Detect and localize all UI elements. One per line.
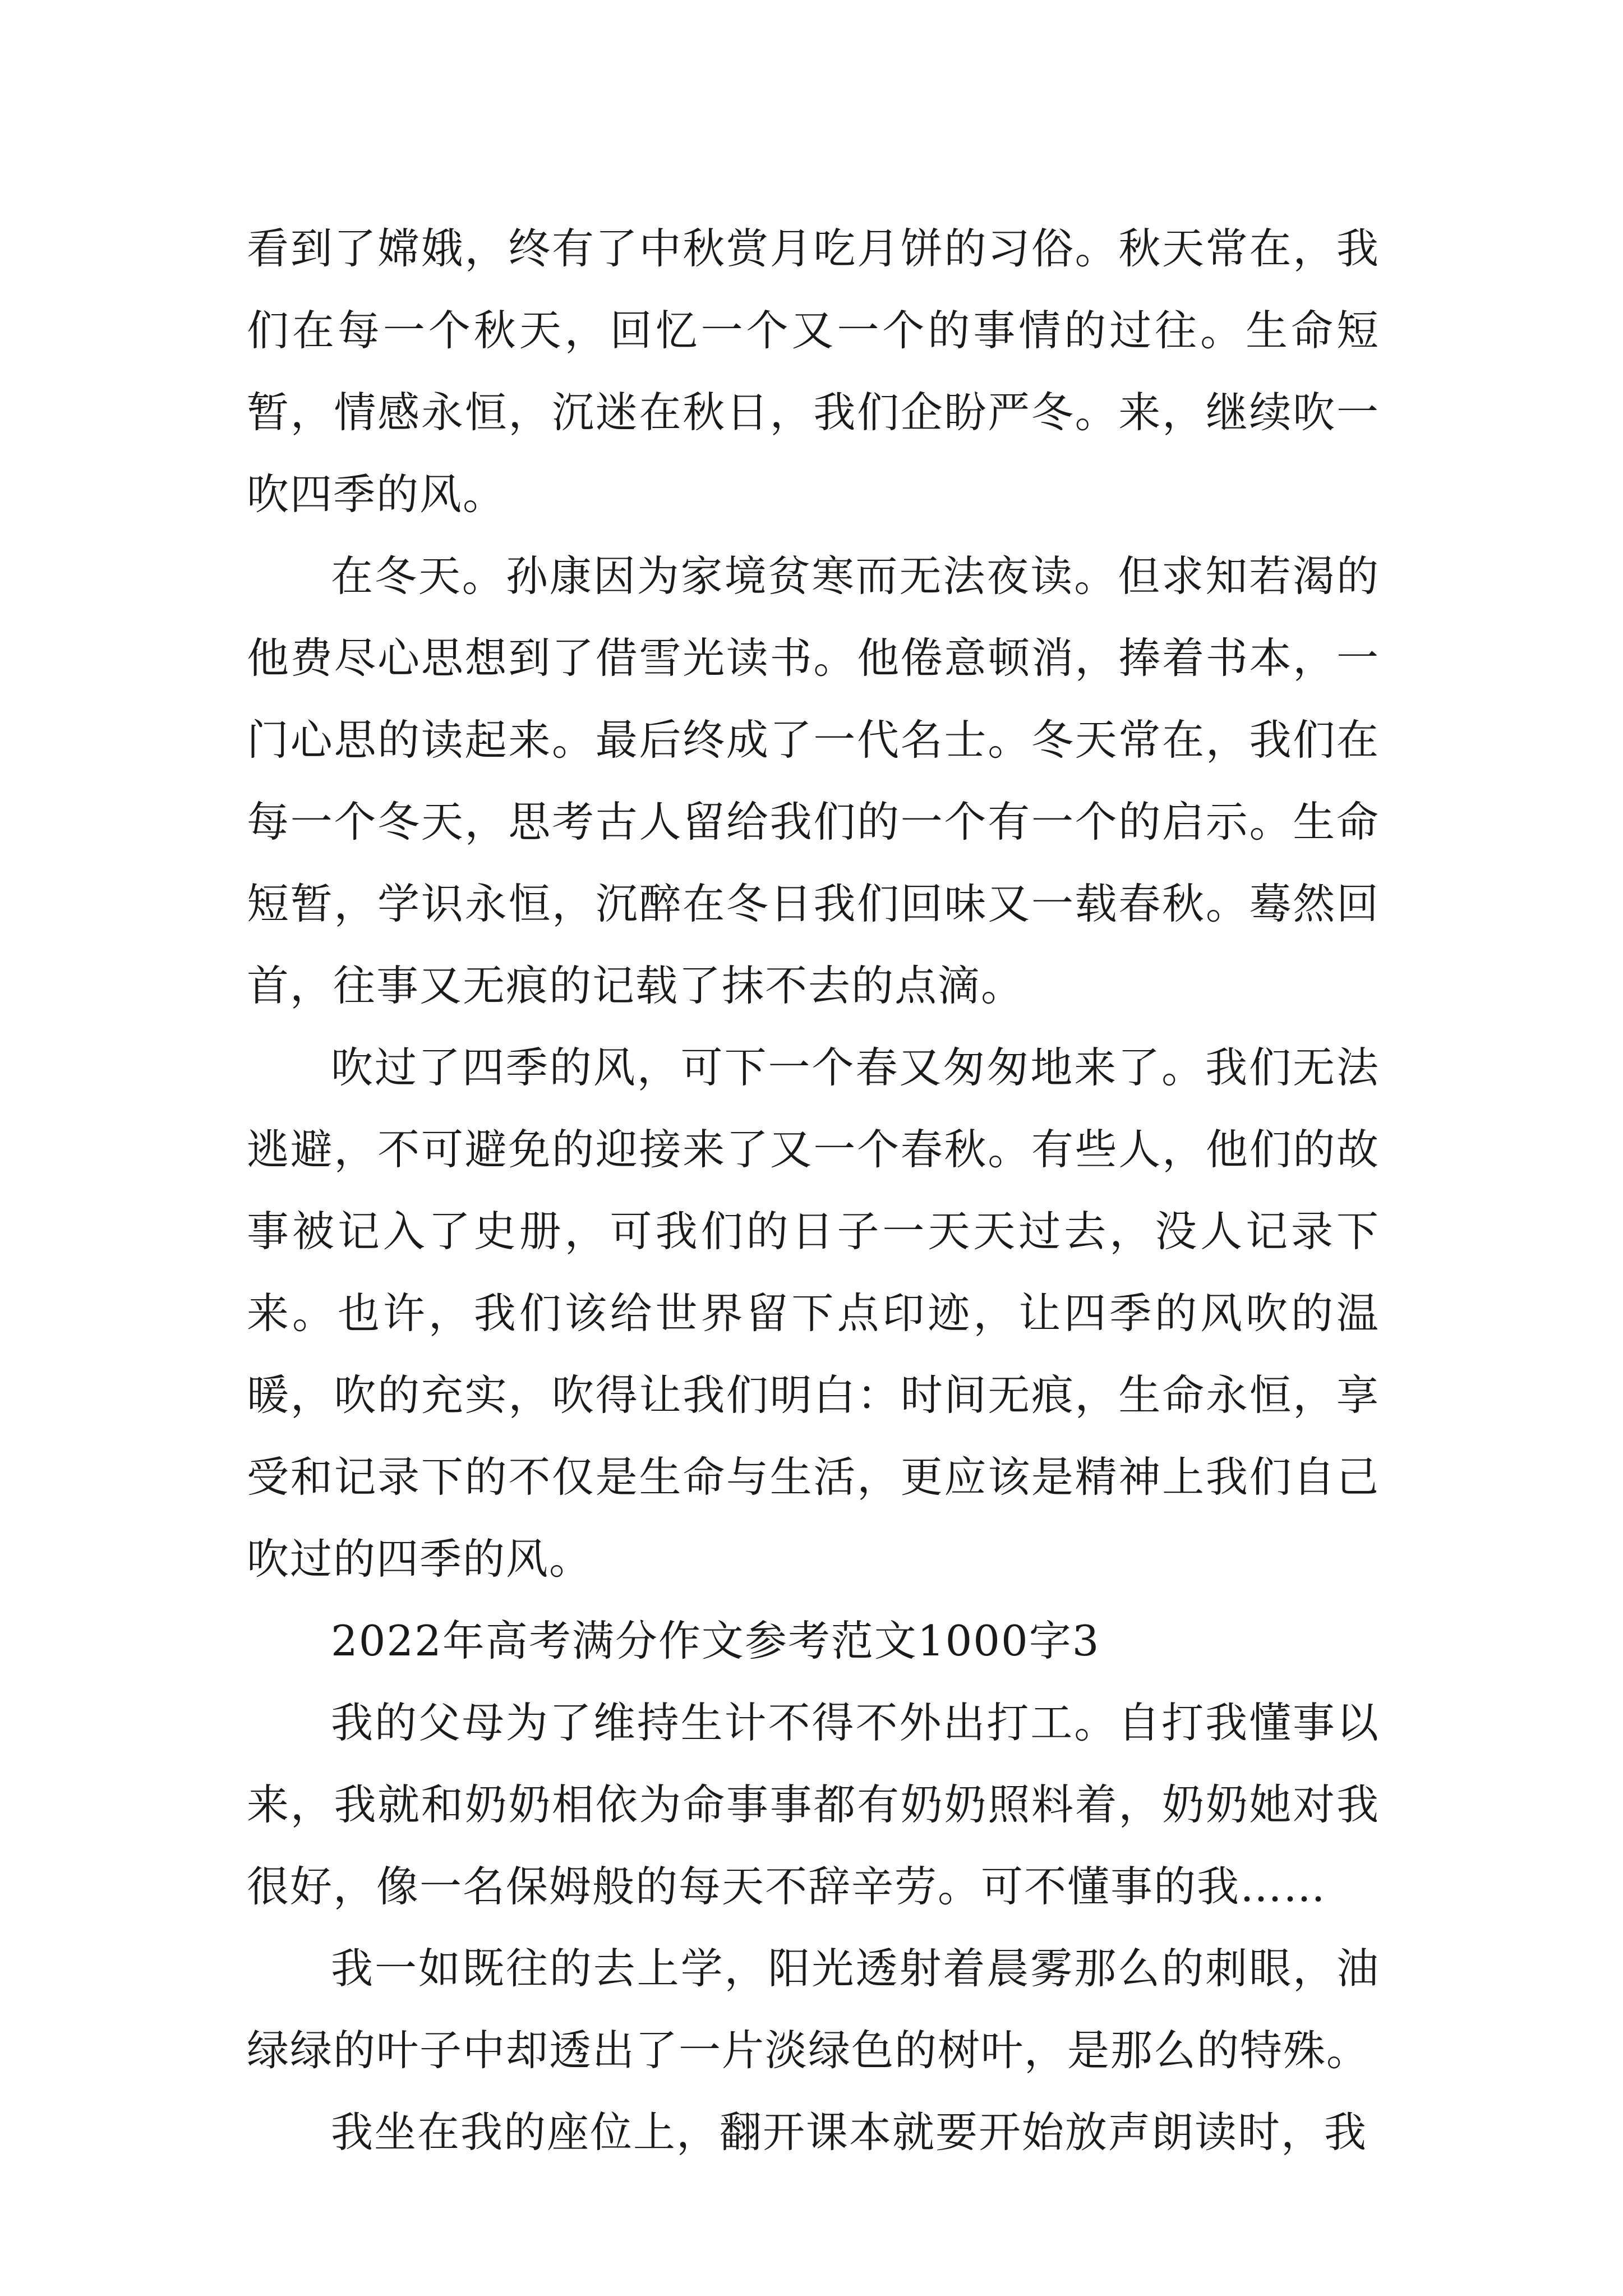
paragraph-autumn-end: 看到了嫦娥，终有了中秋赏月吃月饼的习俗。秋天常在，我们在每一个秋天，回忆一个又一个的事情的过往。生命短暂，情感永恒，沉迷在秋日，我们企盼严冬。来，继续吹一吹四季的风。 — [247, 224, 1380, 519]
paragraph-classroom: 我坐在我的座位上，翻开课本就要开始放声朗读时，我 — [331, 2108, 1368, 2157]
paragraph-school-morning: 我一如既往的去上学，阳光透射着晨雾那么的刺眼，油绿绿的叶子中却透出了一片淡绿色的树叶，是那么的特殊。 — [247, 1944, 1380, 2075]
essay-heading: 2022年高考满分作文参考范文1000字3 — [331, 1616, 1100, 1665]
paragraph-parents: 我的父母为了维持生计不得不外出打工。自打我懂事以来，我就和奶奶相依为命事事都有奶奶照料着，奶奶她对我很好，像一名保姆般的每天不辞辛劳。可不懂事的我…… — [247, 1698, 1380, 1911]
document-body — [247, 208, 1380, 2173]
paragraph-winter: 在冬天。孙康因为家境贫寒而无法夜读。但求知若渴的他费尽心思想到了借雪光读书。他倦意顿消，捧着书本，一门心思的读起来。最后终成了一代名士。冬天常在，我们在每一个冬天，思考古人留给我们的一个有一个的启示。生命短暂，学识永恒，沉醉在冬日我们回味又一载春秋。蓦然回首，往事又无痕的记载了抹不去的点滴。 — [247, 551, 1380, 1010]
paragraph-four-seasons: 吹过了四季的风，可下一个春又匆匆地来了。我们无法逃避，不可避免的迎接来了又一个春秋。有些人，他们的故事被记入了史册，可我们的日子一天天过去，没人记录下来。也许，我们该给世界留下点印迹，让四季的风吹的温暖，吹的充实，吹得让我们明白：时间无痕，生命永恒，享受和记录下的不仅是生命与生活，更应该是精神上我们自己吹过的四季的风。 — [247, 1043, 1380, 1584]
